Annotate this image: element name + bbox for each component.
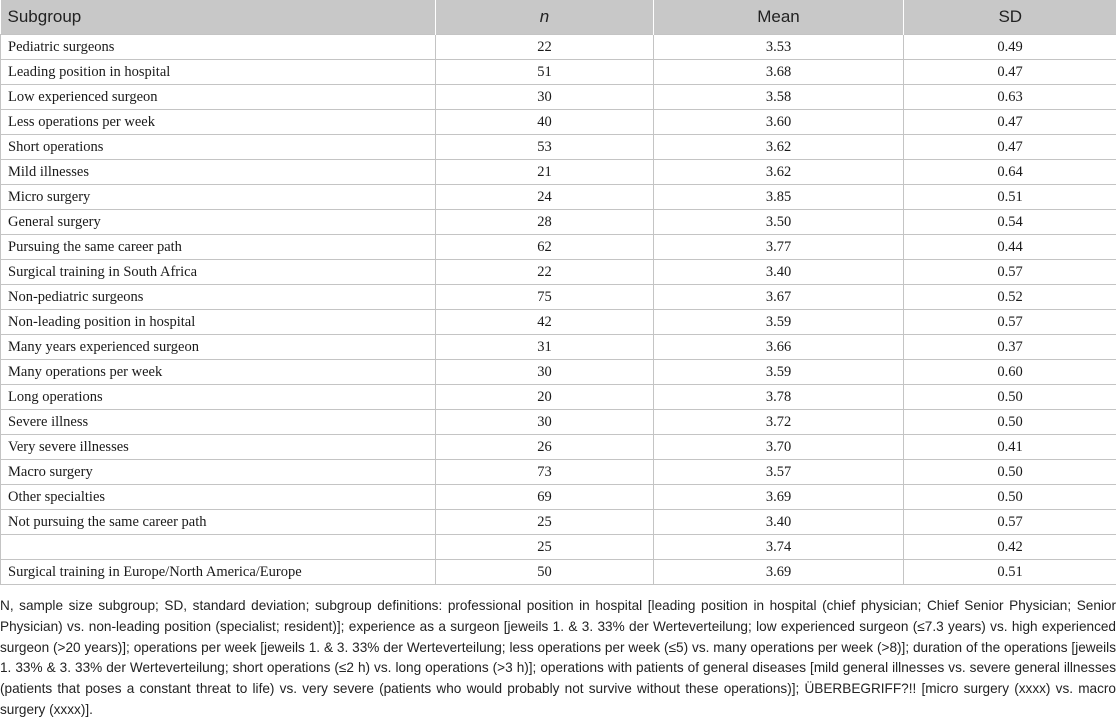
column-header-sd: SD xyxy=(904,0,1116,35)
mean-cell: 3.53 xyxy=(654,35,904,60)
subgroup-cell: Low experienced surgeon xyxy=(1,85,436,110)
sd-cell: 0.51 xyxy=(904,185,1116,210)
table-row xyxy=(1,210,1116,235)
sd-cell: 0.50 xyxy=(904,460,1116,485)
table-body xyxy=(1,35,1116,585)
table-row xyxy=(1,185,1116,210)
table-row xyxy=(1,310,1116,335)
table-row xyxy=(1,135,1116,160)
sd-cell: 0.49 xyxy=(904,35,1116,60)
n-cell: 25 xyxy=(436,535,654,560)
n-cell: 51 xyxy=(436,60,654,85)
table-header-row xyxy=(1,0,1116,35)
sd-cell: 0.57 xyxy=(904,260,1116,285)
n-cell: 21 xyxy=(436,160,654,185)
sd-cell: 0.64 xyxy=(904,160,1116,185)
subgroup-cell: Macro surgery xyxy=(1,460,436,485)
subgroup-cell: Surgical training in Europe/North America/Europe xyxy=(1,560,436,585)
mean-cell: 3.68 xyxy=(654,60,904,85)
subgroup-cell: Other specialties xyxy=(1,485,436,510)
column-header-subgroup: Subgroup xyxy=(1,0,436,35)
subgroup-cell: Surgical training in South Africa xyxy=(1,260,436,285)
n-cell: 42 xyxy=(436,310,654,335)
mean-cell: 3.59 xyxy=(654,360,904,385)
sd-cell: 0.44 xyxy=(904,235,1116,260)
subgroup-cell: Leading position in hospital xyxy=(1,60,436,85)
table-row xyxy=(1,160,1116,185)
table-row xyxy=(1,435,1116,460)
column-header-mean: Mean xyxy=(654,0,904,35)
sd-cell: 0.52 xyxy=(904,285,1116,310)
n-cell: 22 xyxy=(436,260,654,285)
n-cell: 75 xyxy=(436,285,654,310)
table-row xyxy=(1,285,1116,310)
sd-cell: 0.47 xyxy=(904,135,1116,160)
mean-cell: 3.50 xyxy=(654,210,904,235)
subgroup-cell: Many years experienced surgeon xyxy=(1,335,436,360)
sd-cell: 0.50 xyxy=(904,410,1116,435)
sd-cell: 0.60 xyxy=(904,360,1116,385)
sd-cell: 0.57 xyxy=(904,510,1116,535)
mean-cell: 3.40 xyxy=(654,510,904,535)
mean-cell: 3.59 xyxy=(654,310,904,335)
subgroup-cell: Severe illness xyxy=(1,410,436,435)
sd-cell: 0.54 xyxy=(904,210,1116,235)
mean-cell: 3.62 xyxy=(654,160,904,185)
sd-cell: 0.50 xyxy=(904,385,1116,410)
subgroup-cell: Non-pediatric surgeons xyxy=(1,285,436,310)
subgroup-cell: Short operations xyxy=(1,135,436,160)
mean-cell: 3.66 xyxy=(654,335,904,360)
mean-cell: 3.40 xyxy=(654,260,904,285)
n-cell: 30 xyxy=(436,410,654,435)
sd-cell: 0.50 xyxy=(904,485,1116,510)
sd-cell: 0.51 xyxy=(904,560,1116,585)
n-cell: 73 xyxy=(436,460,654,485)
n-cell: 31 xyxy=(436,335,654,360)
n-cell: 28 xyxy=(436,210,654,235)
n-cell: 62 xyxy=(436,235,654,260)
table-row xyxy=(1,110,1116,135)
n-cell: 30 xyxy=(436,360,654,385)
subgroup-cell: Pursuing the same career path xyxy=(1,235,436,260)
table-row xyxy=(1,460,1116,485)
n-cell: 22 xyxy=(436,35,654,60)
mean-cell: 3.77 xyxy=(654,235,904,260)
table-row xyxy=(1,410,1116,435)
subgroup-cell: Micro surgery xyxy=(1,185,436,210)
sd-cell: 0.47 xyxy=(904,60,1116,85)
subgroup-cell: Less operations per week xyxy=(1,110,436,135)
sd-cell: 0.37 xyxy=(904,335,1116,360)
mean-cell: 3.69 xyxy=(654,485,904,510)
table-row xyxy=(1,535,1116,560)
subgroup-cell: Long operations xyxy=(1,385,436,410)
table-row xyxy=(1,360,1116,385)
table-row xyxy=(1,260,1116,285)
mean-cell: 3.58 xyxy=(654,85,904,110)
table-row xyxy=(1,510,1116,535)
subgroup-cell: Mild illnesses xyxy=(1,160,436,185)
n-cell: 50 xyxy=(436,560,654,585)
sd-cell: 0.42 xyxy=(904,535,1116,560)
mean-cell: 3.69 xyxy=(654,560,904,585)
mean-cell: 3.85 xyxy=(654,185,904,210)
table-footnote: N, sample size subgroup; SD, standard deviation; subgroup definitions: professional position in hospital [leading position in hospital (chief physician; Chief Senior Physician; Senior Physician) vs. non-leading position (specialist; resident)]; experience as a surgeon [jeweils 1. & 3. 33% der Werteverteilung; low experienced surgeon (≤7.3 years) vs. high experienced surgeon (>20 years)]; operations per week [jeweils 1. & 3. 33% der Werteverteilung; less operations per week (≤5) vs. many operations per week (>8)]; duration of the operations [jeweils 1. 33% & 3. 33% der Werteverteilung; short operations (≤2 h) vs. long operations (>3 h)]; operations with patients of general diseases [mild general illnesses vs. severe general illnesses (patients that poses a constant threat to life) vs. very severe (patients who would probably not survive without these operations)]; ÜBERBEGRIFF?!! [micro surgery (xxxx) vs. macro surgery (xxxx)]. xyxy=(0,596,1116,721)
table-row xyxy=(1,485,1116,510)
table-row xyxy=(1,560,1116,585)
n-cell: 24 xyxy=(436,185,654,210)
subgroup-cell: Many operations per week xyxy=(1,360,436,385)
sd-cell: 0.41 xyxy=(904,435,1116,460)
sd-cell: 0.63 xyxy=(904,85,1116,110)
n-cell: 20 xyxy=(436,385,654,410)
subgroup-cell xyxy=(1,535,436,560)
table-row xyxy=(1,85,1116,110)
n-cell: 53 xyxy=(436,135,654,160)
n-cell: 25 xyxy=(436,510,654,535)
n-cell: 40 xyxy=(436,110,654,135)
subgroup-cell: Very severe illnesses xyxy=(1,435,436,460)
sd-cell: 0.57 xyxy=(904,310,1116,335)
subgroup-cell: Not pursuing the same career path xyxy=(1,510,436,535)
table-row xyxy=(1,60,1116,85)
n-cell: 30 xyxy=(436,85,654,110)
mean-cell: 3.72 xyxy=(654,410,904,435)
mean-cell: 3.74 xyxy=(654,535,904,560)
subgroup-cell: Non-leading position in hospital xyxy=(1,310,436,335)
table-row xyxy=(1,235,1116,260)
mean-cell: 3.70 xyxy=(654,435,904,460)
subgroup-cell: Pediatric surgeons xyxy=(1,35,436,60)
mean-cell: 3.62 xyxy=(654,135,904,160)
table-row xyxy=(1,385,1116,410)
mean-cell: 3.78 xyxy=(654,385,904,410)
n-cell: 69 xyxy=(436,485,654,510)
sd-cell: 0.47 xyxy=(904,110,1116,135)
n-cell: 26 xyxy=(436,435,654,460)
mean-cell: 3.60 xyxy=(654,110,904,135)
table-row xyxy=(1,335,1116,360)
mean-cell: 3.57 xyxy=(654,460,904,485)
subgroup-cell: General surgery xyxy=(1,210,436,235)
mean-cell: 3.67 xyxy=(654,285,904,310)
column-header-n: n xyxy=(436,0,654,35)
table-row xyxy=(1,35,1116,60)
